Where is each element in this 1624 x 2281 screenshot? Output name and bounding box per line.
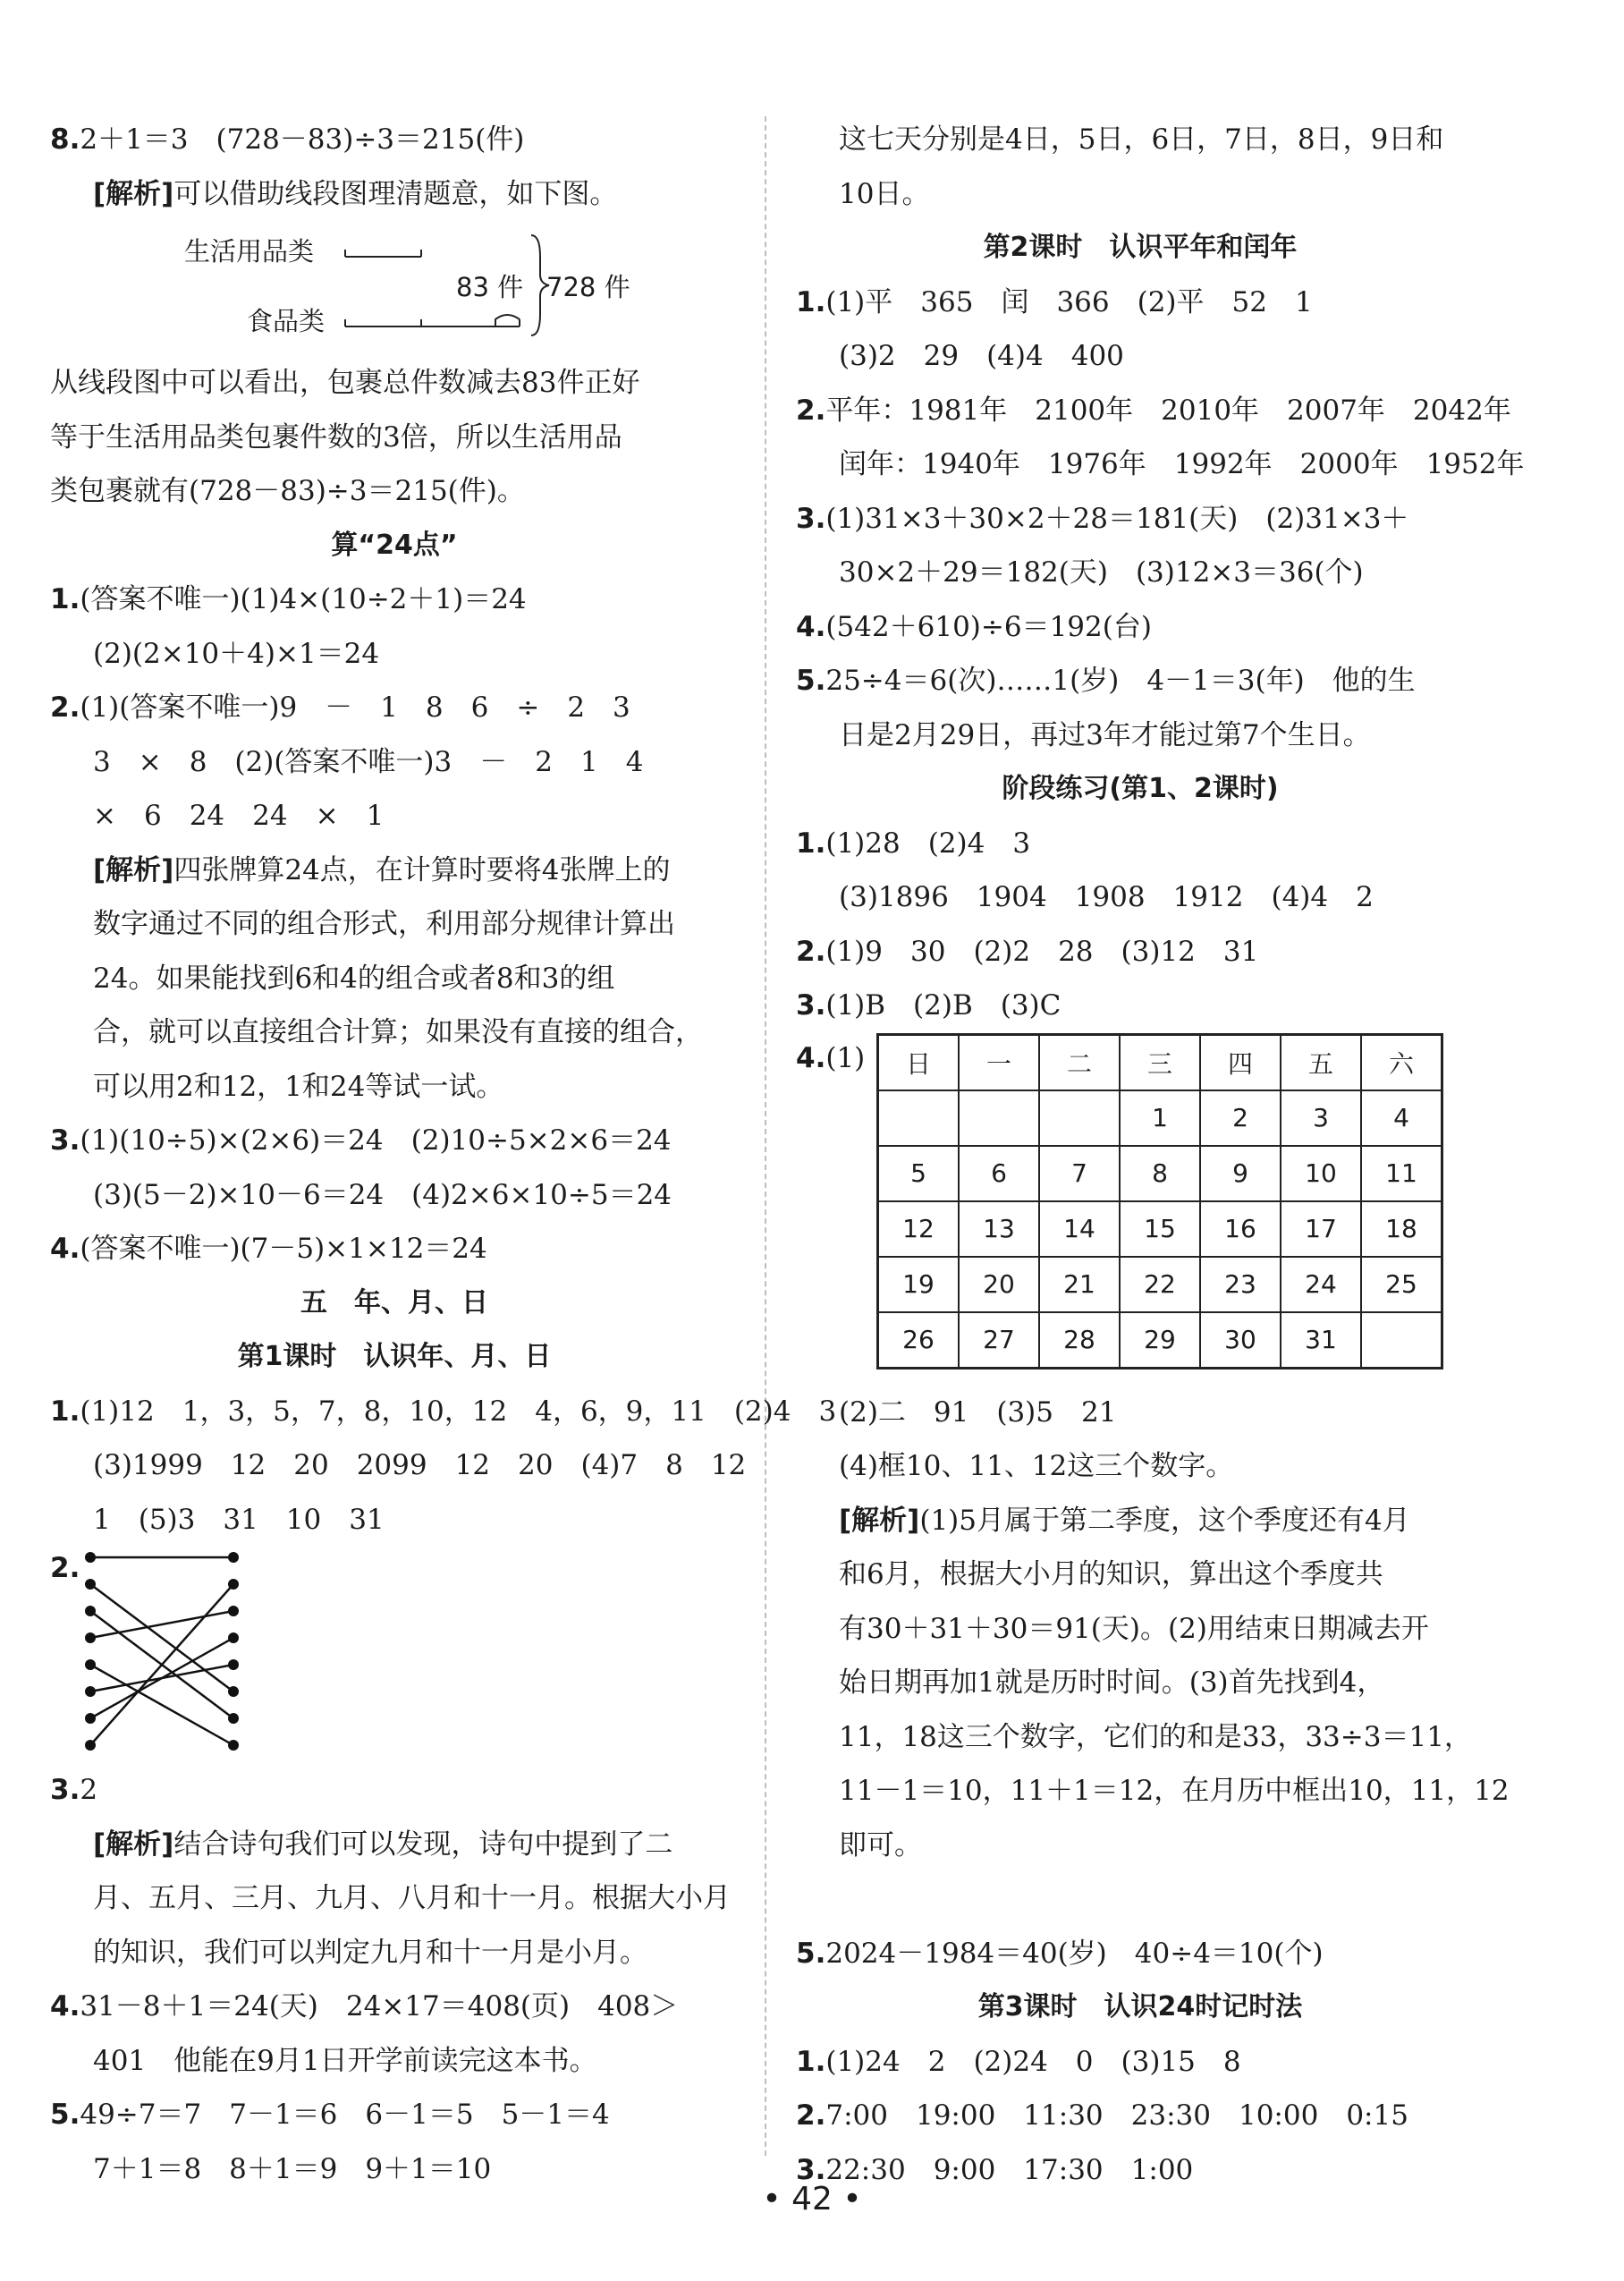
stage-answer-2 — [796, 925, 1484, 979]
question-number: 2. — [50, 691, 80, 724]
analysis-2 — [50, 844, 739, 898]
calendar-week-row — [878, 1201, 1442, 1257]
answer-text: 2＋1＝3 (728－83)÷3＝215(件) — [80, 123, 525, 156]
answer-4 — [50, 1222, 739, 1276]
calendar-day-cell — [1039, 1090, 1120, 1146]
answer-text: (答案不唯一)(7－5)×1×12＝24 — [80, 1233, 487, 1265]
calendar-day-cell: 7 — [1039, 1146, 1120, 1201]
answer-text: 31－8＋1＝24(天) 24×17＝408(页) 408＞ — [80, 1990, 679, 2022]
lesson1-answer-1 — [50, 1385, 837, 1439]
answer-1 — [50, 572, 739, 627]
question-number: 5. — [50, 2099, 80, 2131]
analysis-tag: [解析] — [93, 853, 174, 886]
answer-text: (4)框10、11、12这三个数字。 — [839, 1450, 1234, 1482]
calendar-day-cell: 4 — [1361, 1090, 1442, 1146]
lesson-1-title: 第1课时 认识年、月、日 — [237, 1341, 552, 1372]
answer-text: (1)(10÷5)×(2×6)＝24 (2)10÷5×2×6＝24 — [80, 1124, 672, 1157]
answer-text: (3)2 29 (4)4 400 — [839, 340, 1124, 372]
lesson2-answer-5 — [796, 654, 1484, 708]
answer-text: 30×2＋29＝182(天) (3)12×3＝36(个) — [839, 556, 1364, 589]
explain-line: 从线段图中可以看出，包裹总件数减去83件正好 — [50, 367, 640, 399]
month-calendar — [876, 1033, 1443, 1369]
matching-lines — [50, 1547, 318, 1763]
answer-text: 22:30 9:00 17:30 1:00 — [825, 2153, 1194, 2186]
answer-text: (1)9 30 (2)2 28 (3)12 31 — [825, 935, 1259, 968]
question-number: 1. — [50, 1395, 80, 1428]
explain-line: 类包裹就有(728－83)÷3＝215(件)。 — [50, 475, 525, 507]
analysis-text: 结合诗句我们可以发现，诗句中提到了二 — [173, 1827, 673, 1861]
answer-text: (1)28 (2)4 3 — [825, 827, 1031, 860]
lesson-2-title: 第2课时 认识平年和闰年 — [983, 232, 1298, 263]
calendar-day-cell: 11 — [1361, 1146, 1442, 1201]
label-total: 728 件 — [546, 272, 630, 302]
calendar-day-cell: 14 — [1039, 1201, 1120, 1257]
answer-text: (1) — [825, 1041, 866, 1074]
calendar-day-cell: 10 — [1281, 1146, 1361, 1201]
calendar-week-row — [878, 1257, 1442, 1312]
answer-text: × 6 24 24 × 1 — [93, 800, 385, 832]
column-divider — [765, 116, 766, 2156]
explain-line: 等于生活用品类包裹件数的3倍，所以生活用品 — [50, 420, 622, 454]
answer-text: (1)平 365 闰 366 (2)平 52 1 — [825, 285, 1313, 318]
question-number: 2. — [796, 935, 826, 968]
lesson1-answer-4 — [50, 1980, 739, 2034]
analysis-text: 始日期再加1就是历时时间。(3)首先找到4， — [839, 1666, 1385, 1699]
answer-text: (2)二 91 (3)5 21 — [839, 1395, 1117, 1429]
lesson1-answer-5 — [50, 2088, 739, 2142]
answer-text: (1)31×3＋30×2＋28＝181(天) (2)31×3＋ — [825, 502, 1409, 535]
calendar-day-cell: 5 — [878, 1146, 960, 1201]
answer-3 — [50, 1114, 739, 1168]
calendar-day-cell: 1 — [1120, 1090, 1200, 1146]
stage-practice-title: 阶段练习(第1、2课时) — [1002, 773, 1279, 804]
stage-answer-3 — [796, 979, 1484, 1033]
question-number: 2. — [796, 2099, 826, 2132]
calendar-day-cell: 25 — [1361, 1257, 1442, 1312]
question-number: 1. — [796, 2045, 826, 2078]
question-number: 3. — [50, 1124, 80, 1157]
analysis-text — [796, 1872, 1484, 1927]
calendar-day-cell: 16 — [1200, 1201, 1281, 1257]
analysis-stage-4 — [796, 1494, 1484, 1548]
answer-text: (1)(答案不唯一)9 － 1 8 6 ÷ 2 3 — [80, 691, 630, 724]
answer-text: 2 — [80, 1774, 98, 1806]
question-number: 1. — [796, 285, 826, 318]
segment-lines — [50, 221, 739, 356]
answer-text: 3 × 8 (2)(答案不唯一)3 － 2 1 4 — [93, 745, 644, 778]
right-column — [796, 113, 1525, 2197]
weekday-header: 三 — [1120, 1034, 1200, 1090]
lesson2-answer-4 — [796, 600, 1484, 655]
analysis-text: 的知识，我们可以判定九月和十一月是小月。 — [93, 1936, 647, 1969]
left-column — [50, 113, 837, 2196]
answer-text: (542＋610)÷6＝192(台) — [825, 610, 1152, 643]
calendar-day-cell: 15 — [1120, 1201, 1200, 1257]
lesson3-answer-2 — [796, 2089, 1484, 2143]
question-number: 5. — [796, 665, 826, 697]
calendar-day-cell — [959, 1090, 1039, 1146]
calendar-day-cell: 24 — [1281, 1257, 1361, 1312]
analysis-text: 和6月，根据大小月的知识，算出这个季度共 — [839, 1558, 1383, 1590]
weekday-header: 六 — [1361, 1034, 1442, 1090]
analysis-text: 24。如果能找到6和4的组合或者8和3的组 — [93, 962, 615, 995]
analysis-text: 合，就可以直接组合计算；如果没有直接的组合， — [93, 1016, 703, 1048]
stage-answer-4 — [796, 1033, 1484, 1386]
answer-text: (1)12 1，3，5，7，8，10，12 4，6，9，11 (2)4 3 — [80, 1395, 837, 1428]
calendar-day-cell: 18 — [1361, 1201, 1442, 1257]
calendar-day-cell: 6 — [959, 1146, 1039, 1201]
matching-lines-diagram — [50, 1547, 739, 1763]
weekday-header: 五 — [1281, 1034, 1361, 1090]
calendar-week-row — [878, 1146, 1442, 1201]
analysis-text: 即可。 — [839, 1828, 922, 1861]
question-number: 2. — [796, 394, 826, 427]
analysis-text: (1)5月属于第二季度，这个季度还有4月 — [919, 1504, 1410, 1537]
question-number: 4. — [796, 610, 826, 643]
question-number: 5. — [796, 1937, 826, 1970]
answer-text: 1 (5)3 31 10 31 — [93, 1503, 385, 1536]
answer-text: (答案不唯一)(1)4×(10÷2＋1)＝24 — [80, 583, 527, 615]
question-prefix — [796, 1042, 865, 1074]
answer-text: 2024－1984＝40(岁) 40÷4＝10(个) — [825, 1937, 1324, 1970]
lesson2-answer-1 — [796, 276, 1484, 330]
calendar-week-row — [878, 1312, 1442, 1369]
lesson-3-title: 第3课时 认识24时记时法 — [977, 1991, 1303, 2022]
question-number: 2. — [50, 1552, 80, 1584]
question-number: 3. — [796, 989, 826, 1022]
answer-text: (3)1896 1904 1908 1912 (4)4 2 — [839, 881, 1374, 913]
analysis-text: 11，18这三个数字，它们的和是33，33÷3＝11， — [839, 1720, 1472, 1753]
weekday-header: 日 — [878, 1034, 960, 1090]
calendar-day-cell: 2 — [1200, 1090, 1281, 1146]
calendar-day-cell: 9 — [1200, 1146, 1281, 1201]
lesson2-answer-2 — [796, 384, 1511, 438]
calendar-day-cell: 27 — [959, 1312, 1039, 1369]
calendar-day-cell: 30 — [1200, 1312, 1281, 1369]
calendar-day-cell: 29 — [1120, 1312, 1200, 1369]
answer-text: 7:00 19:00 11:30 23:30 10:00 0:15 — [825, 2099, 1408, 2132]
analysis-text: 月、五月、三月、九月、八月和十一月。根据大小月 — [93, 1882, 731, 1914]
answer-text: 25÷4＝6(次)……1(岁) 4－1＝3(年) 他的生 — [825, 665, 1416, 697]
answer-text: 平年：1981年 2100年 2010年 2007年 2042年 — [825, 394, 1511, 427]
analysis-tag: [解析] — [93, 177, 174, 210]
unit-title: 五 年、月、日 — [300, 1286, 488, 1319]
answer-8 — [50, 113, 739, 167]
answer-text: (1)B (2)B (3)C — [825, 989, 1062, 1022]
answer-text: (1)24 2 (2)24 0 (3)15 8 — [825, 2045, 1241, 2078]
page-number: • 42 • — [762, 2181, 862, 2217]
calendar-day-cell: 17 — [1281, 1201, 1361, 1257]
segment-diagram — [50, 221, 739, 356]
calendar-day-cell: 23 — [1200, 1257, 1281, 1312]
question-number: 4. — [50, 1990, 80, 2022]
question-number: 3. — [796, 502, 826, 535]
question-number: 1. — [796, 827, 826, 860]
answer-text: 闰年：1940年 1976年 1992年 2000年 1952年 — [839, 448, 1525, 480]
analysis-text: 可以用2和12，1和24等试一试。 — [93, 1070, 504, 1103]
calendar-header-row — [878, 1034, 1442, 1090]
analysis-tag: [解析] — [93, 1827, 174, 1861]
question-number: 1. — [50, 583, 80, 615]
weekday-header: 一 — [959, 1034, 1039, 1090]
continued-text: 这七天分别是4日，5日，6日，7日，8日，9日和 — [839, 123, 1444, 156]
answer-text: (3)1999 12 20 2099 12 20 (4)7 8 12 — [93, 1449, 747, 1481]
calendar-day-cell: 26 — [878, 1312, 960, 1369]
answer-2 — [50, 681, 739, 735]
lesson1-answer-3 — [50, 1763, 739, 1818]
calendar-week-row — [878, 1090, 1442, 1146]
analysis-text: 有30＋31＋30＝91(天)。(2)用结束日期减去开 — [839, 1612, 1429, 1645]
answer-text: (3)(5－2)×10－6＝24 (4)2×6×10÷5＝24 — [93, 1178, 672, 1211]
analysis-tag: [解析] — [839, 1504, 920, 1537]
analysis-8 — [50, 167, 739, 222]
section-title-24-points: 算“24点” — [331, 529, 458, 561]
analysis-text: 可以借助线段图理清题意，如下图。 — [173, 177, 618, 210]
answer-text: 49÷7＝7 7－1＝6 6－1＝5 5－1＝4 — [80, 2099, 610, 2131]
calendar-day-cell — [878, 1090, 960, 1146]
lesson3-answer-1 — [796, 2035, 1484, 2090]
lesson2-answer-3 — [796, 492, 1484, 547]
stage-answer-5 — [796, 1927, 1484, 1981]
answer-text: 日是2月29日，再过3年才能过第7个生日。 — [839, 718, 1371, 751]
question-number: 3. — [50, 1774, 80, 1806]
analysis-text: 四张牌算24点，在计算时要将4张牌上的 — [173, 853, 671, 886]
answer-text: 401 他能在9月1日开学前读完这本书。 — [93, 2044, 597, 2077]
calendar-day-cell: 8 — [1120, 1146, 1200, 1201]
question-number: 3. — [796, 2153, 826, 2186]
question-number: 4. — [50, 1233, 80, 1265]
continued-text: 10日。 — [839, 177, 930, 210]
label-daily-goods: 生活用品类 — [184, 236, 315, 267]
analysis-text: 11－1＝10，11＋1＝12，在月历中框出10，11，12 — [839, 1775, 1510, 1807]
calendar-day-cell: 31 — [1281, 1312, 1361, 1369]
question-number: 4. — [796, 1041, 826, 1074]
calendar-day-cell: 3 — [1281, 1090, 1361, 1146]
label-food: 食品类 — [247, 306, 326, 336]
calendar-day-cell: 21 — [1039, 1257, 1120, 1312]
label-difference: 83 件 — [456, 272, 524, 302]
question-number: 8. — [50, 123, 80, 156]
calendar-day-cell: 28 — [1039, 1312, 1120, 1369]
answer-text: 7＋1＝8 8＋1＝9 9＋1＝10 — [93, 2152, 492, 2185]
analysis-text: 数字通过不同的组合形式，利用部分规律计算出 — [93, 908, 675, 940]
calendar-day-cell: 19 — [878, 1257, 960, 1312]
calendar-day-cell: 22 — [1120, 1257, 1200, 1312]
calendar-day-cell — [1361, 1312, 1442, 1369]
calendar-day-cell: 20 — [959, 1257, 1039, 1312]
calendar-day-cell: 12 — [878, 1201, 960, 1257]
answer-text: (2)(2×10＋4)×1＝24 — [93, 637, 380, 670]
weekday-header: 四 — [1200, 1034, 1281, 1090]
calendar-day-cell: 13 — [959, 1201, 1039, 1257]
stage-answer-1 — [796, 817, 1484, 871]
weekday-header: 二 — [1039, 1034, 1120, 1090]
analysis-l1-3 — [50, 1818, 739, 1872]
